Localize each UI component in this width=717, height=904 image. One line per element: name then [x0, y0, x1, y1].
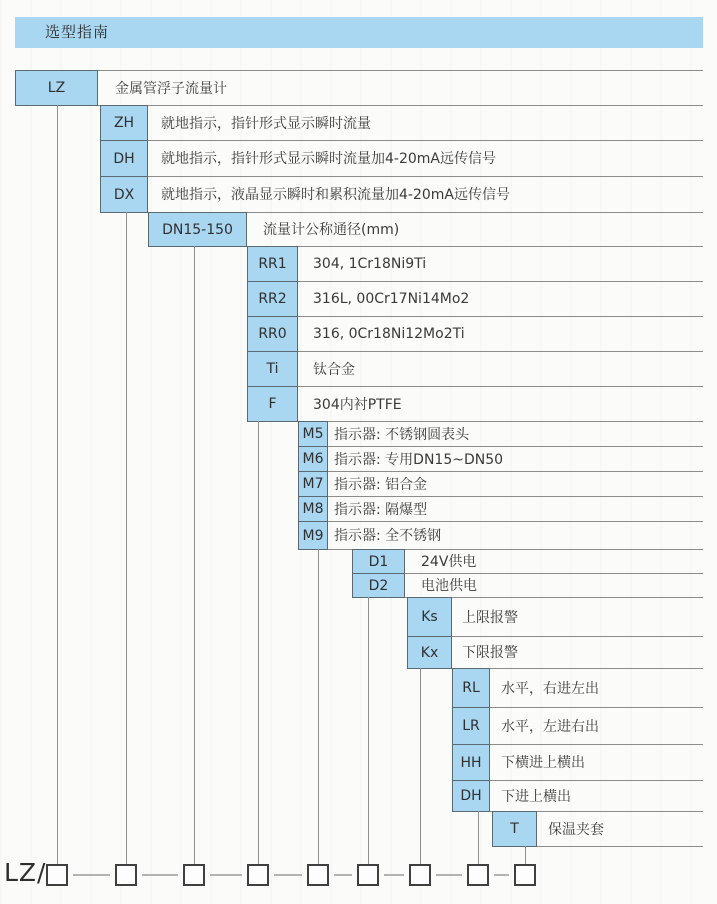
code-cell-Ks: Ks — [407, 597, 452, 637]
code-desc-LZ: 金属管浮子流量计 — [115, 80, 227, 97]
model-code-box-8 — [467, 864, 489, 886]
code-desc-Ks: 上限报警 — [462, 609, 518, 626]
code-desc-M9: 指示器: 全不锈钢 — [334, 528, 442, 544]
code-desc-DX: 就地指示，液晶显示瞬时和累积流量加4-20mA远传信号 — [161, 187, 510, 203]
code-desc-M8: 指示器: 隔爆型 — [334, 501, 428, 518]
code-cell-DH: DH — [452, 780, 490, 812]
model-code-box-3 — [183, 864, 205, 886]
model-code-box-5 — [307, 864, 329, 886]
code-desc-RR2: 316L, 00Cr17Ni14Mo2 — [313, 290, 470, 307]
model-code-dash-3 — [210, 874, 242, 876]
code-cell-DH: DH — [100, 140, 148, 177]
code-cell-T: T — [492, 811, 537, 847]
code-desc-RR0: 316, 0Cr18Ni12Mo2Ti — [313, 325, 465, 342]
model-code-box-4 — [247, 864, 269, 886]
connector-line-2 — [126, 212, 127, 864]
code-desc-LR: 水平，左进右出 — [501, 718, 599, 735]
connector-line-3 — [194, 246, 195, 864]
connector-line-5 — [318, 549, 319, 864]
model-code-box-9 — [514, 864, 536, 886]
code-cell-D2: D2 — [352, 573, 405, 598]
code-desc-DN15-150: 流量计公称通径(mm) — [263, 222, 400, 238]
code-cell-F: F — [247, 386, 298, 422]
section-title-bar: 选型指南 — [15, 17, 703, 48]
code-desc-M5: 指示器: 不锈钢圆表头 — [334, 426, 470, 443]
model-code-dash-1 — [73, 874, 110, 876]
connector-line-4 — [258, 421, 259, 864]
code-cell-M9: M9 — [298, 521, 328, 550]
code-cell-M8: M8 — [298, 496, 328, 522]
model-code-box-6 — [357, 864, 379, 886]
model-code-dash-4 — [274, 874, 302, 876]
code-desc-HH: 下横进上横出 — [501, 755, 585, 771]
code-desc-D2: 电池供电 — [421, 578, 477, 594]
code-desc-RL: 水平，右进左出 — [501, 680, 599, 697]
code-desc-DH: 下进上横出 — [501, 788, 571, 805]
code-desc-M7: 指示器: 铝合金 — [334, 476, 428, 493]
code-desc-ZH: 就地指示，指针形式显示瞬时流量 — [161, 115, 371, 132]
code-cell-D1: D1 — [352, 549, 405, 574]
model-code-box-7 — [409, 864, 431, 886]
code-cell-M7: M7 — [298, 471, 328, 497]
code-cell-HH: HH — [452, 744, 490, 781]
model-code-box-1 — [46, 864, 68, 886]
code-cell-RR1: RR1 — [247, 246, 298, 282]
connector-line-7 — [420, 668, 421, 864]
code-cell-M5: M5 — [298, 421, 328, 447]
code-cell-RR2: RR2 — [247, 281, 298, 317]
model-code-dash-2 — [142, 874, 178, 876]
code-cell-DN15-150: DN15-150 — [148, 212, 247, 247]
code-desc-M6: 指示器: 专用DN15~DN50 — [334, 451, 504, 468]
model-code-dash-5 — [334, 874, 352, 876]
code-desc-DH: 就地指示，指针形式显示瞬时流量加4-20mA远传信号 — [161, 151, 496, 167]
code-desc-D1: 24V供电 — [421, 554, 477, 570]
code-cell-RR0: RR0 — [247, 316, 298, 352]
model-code-dash-8 — [494, 874, 509, 876]
connector-line-8 — [478, 811, 479, 864]
code-cell-M6: M6 — [298, 446, 328, 472]
code-cell-Ti: Ti — [247, 351, 298, 387]
code-desc-Kx: 下限报警 — [462, 645, 518, 661]
code-cell-RL: RL — [452, 668, 490, 708]
connector-line-6 — [368, 597, 369, 864]
model-code-dash-7 — [436, 874, 462, 876]
code-cell-LZ: LZ — [15, 70, 98, 106]
connector-line-1 — [57, 105, 58, 864]
model-code-box-2 — [115, 864, 137, 886]
code-cell-DX: DX — [100, 176, 148, 213]
model-code-prefix: LZ/ — [4, 858, 47, 887]
connector-line-9 — [525, 846, 526, 864]
code-desc-Ti: 钛合金 — [313, 361, 355, 378]
model-code-dash-6 — [384, 874, 404, 876]
code-desc-F: 304内衬PTFE — [313, 396, 402, 413]
code-cell-Kx: Kx — [407, 636, 452, 669]
code-cell-ZH: ZH — [100, 105, 148, 141]
code-cell-LR: LR — [452, 707, 490, 745]
code-desc-T: 保温夹套 — [548, 821, 604, 838]
code-desc-RR1: 304, 1Cr18Ni9Ti — [313, 255, 427, 272]
